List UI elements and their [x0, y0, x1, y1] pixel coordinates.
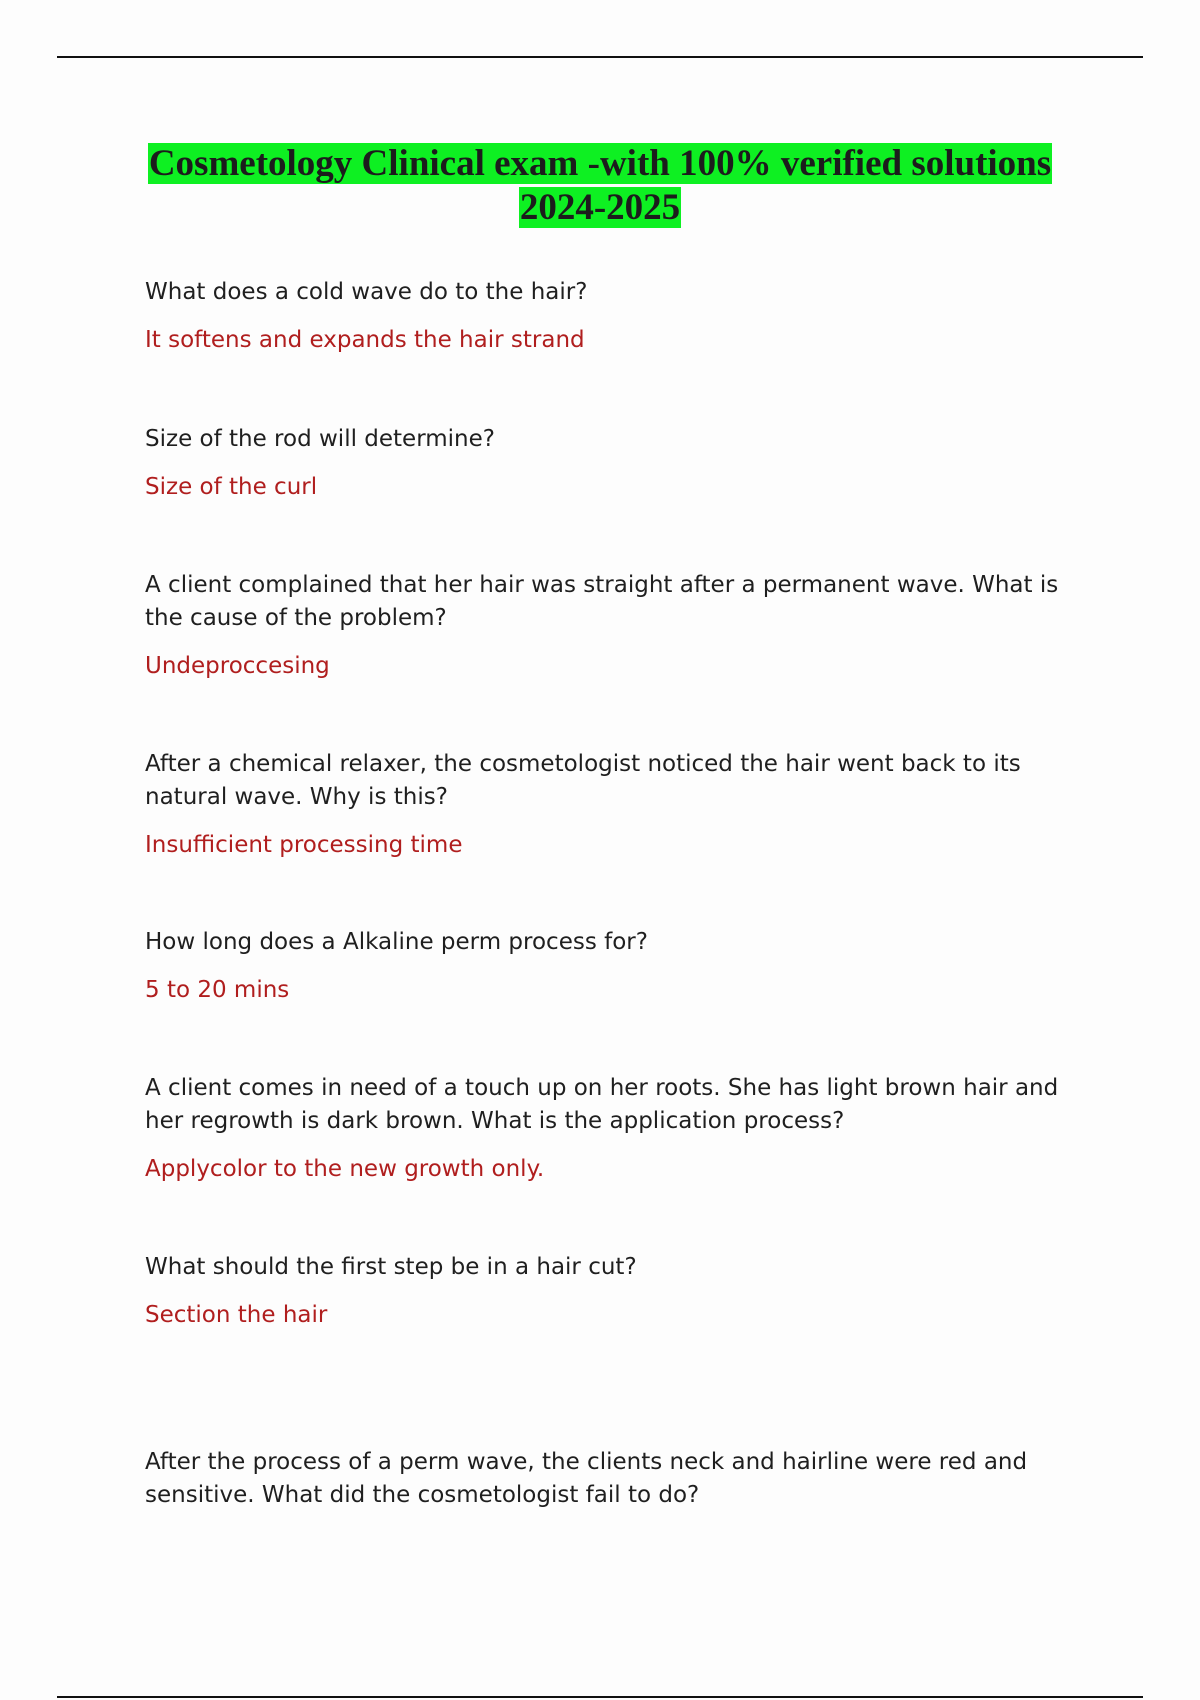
qa-item-7: [145, 1251, 1065, 1332]
answer-text: Applycolor to the new growth only.: [145, 1156, 545, 1182]
document-title: [145, 142, 1055, 230]
question-text: What should the first step be in a hair cut?: [145, 1254, 637, 1280]
answer-text: It softens and expands the hair strand: [145, 327, 585, 353]
question-text: A client complained that her hair was straight after a permanent wave. What is the cause of the problem?: [145, 572, 1059, 631]
title-line-2: 2024-2025: [519, 187, 681, 228]
page-bottom-rule: [57, 1696, 1143, 1698]
qa-item-2: [145, 423, 1065, 504]
answer-text: Undeproccesing: [145, 653, 330, 679]
answer-text: 5 to 20 mins: [145, 977, 290, 1003]
answer-text: Insufficient processing time: [145, 832, 463, 858]
page-top-rule: [57, 56, 1143, 58]
question-text: After a chemical relaxer, the cosmetologist noticed the hair went back to its natural wave. Why is this?: [145, 751, 1021, 810]
question-text: What does a cold wave do to the hair?: [145, 279, 588, 305]
question-text: A client comes in need of a touch up on her roots. She has light brown hair and her regrowth is dark brown. What is the application process?: [145, 1075, 1059, 1134]
question-text: After the process of a perm wave, the clients neck and hairline were red and sensitive. What did the cosmetologist fail to do?: [145, 1449, 1028, 1508]
qa-item-1: [145, 276, 1065, 357]
title-line-1: Cosmetology Clinical exam -with 100% verified solutions: [148, 143, 1052, 184]
question-text: Size of the rod will determine?: [145, 426, 495, 452]
question-text: How long does a Alkaline perm process for?: [145, 929, 648, 955]
answer-text: Size of the curl: [145, 474, 318, 500]
answer-text: Section the hair: [145, 1302, 328, 1328]
qa-item-4: [145, 748, 1065, 862]
qa-item-8: [145, 1446, 1065, 1512]
qa-item-5: [145, 926, 1065, 1007]
qa-item-6: [145, 1072, 1065, 1186]
qa-item-3: [145, 569, 1065, 683]
